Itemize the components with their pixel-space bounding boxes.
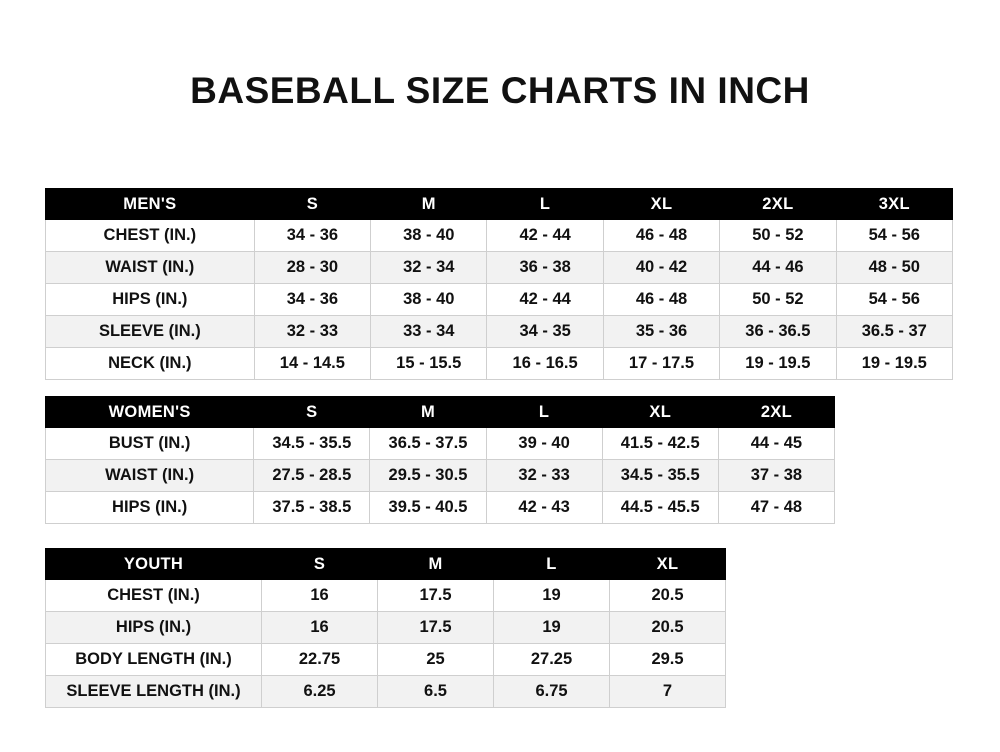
cell-value: 42 - 44 (487, 220, 603, 252)
table-header-row (46, 189, 953, 220)
table-row (46, 460, 835, 492)
cell-value: 46 - 48 (603, 220, 719, 252)
row-label: BODY LENGTH (IN.) (46, 644, 262, 676)
cell-value: 34.5 - 35.5 (254, 428, 370, 460)
header-cell-xl: XL (603, 189, 719, 220)
cell-value: 27.5 - 28.5 (254, 460, 370, 492)
cell-value: 54 - 56 (836, 284, 952, 316)
cell-value: 36.5 - 37.5 (370, 428, 486, 460)
header-cell-s: S (254, 397, 370, 428)
cell-value: 16 - 16.5 (487, 348, 603, 380)
header-cell-s: S (254, 189, 370, 220)
cell-value: 34 - 36 (254, 220, 370, 252)
header-cell-m: M (378, 549, 494, 580)
cell-value: 34.5 - 35.5 (602, 460, 718, 492)
cell-value: 50 - 52 (720, 220, 836, 252)
cell-value: 48 - 50 (836, 252, 952, 284)
table-row (46, 428, 835, 460)
table-row (46, 220, 953, 252)
header-cell-3xl: 3XL (836, 189, 952, 220)
cell-value: 28 - 30 (254, 252, 370, 284)
cell-value: 44 - 45 (718, 428, 834, 460)
cell-value: 7 (610, 676, 726, 708)
cell-value: 32 - 33 (254, 316, 370, 348)
cell-value: 6.75 (494, 676, 610, 708)
row-label: SLEEVE LENGTH (IN.) (46, 676, 262, 708)
header-cell-l: L (486, 397, 602, 428)
cell-value: 36 - 36.5 (720, 316, 836, 348)
cell-value: 33 - 34 (371, 316, 487, 348)
row-label: HIPS (IN.) (46, 284, 255, 316)
header-cell-2xl: 2XL (720, 189, 836, 220)
row-label: HIPS (IN.) (46, 612, 262, 644)
cell-value: 44.5 - 45.5 (602, 492, 718, 524)
mens-size-table (45, 188, 953, 380)
table-row (46, 612, 726, 644)
cell-value: 29.5 - 30.5 (370, 460, 486, 492)
page-title: BASEBALL SIZE CHARTS IN INCH (190, 70, 810, 111)
cell-value: 32 - 34 (371, 252, 487, 284)
header-cell-l: L (494, 549, 610, 580)
table-row (46, 284, 953, 316)
table-header-row (46, 397, 835, 428)
cell-value: 17.5 (378, 580, 494, 612)
header-cell-xl: XL (602, 397, 718, 428)
row-label: CHEST (IN.) (46, 580, 262, 612)
header-cell-xl: XL (610, 549, 726, 580)
row-label: WAIST (IN.) (46, 252, 255, 284)
table-row (46, 644, 726, 676)
cell-value: 32 - 33 (486, 460, 602, 492)
cell-value: 14 - 14.5 (254, 348, 370, 380)
row-label: WAIST (IN.) (46, 460, 254, 492)
cell-value: 38 - 40 (371, 284, 487, 316)
cell-value: 34 - 35 (487, 316, 603, 348)
cell-value: 17 - 17.5 (603, 348, 719, 380)
header-cell-m: M (370, 397, 486, 428)
cell-value: 6.5 (378, 676, 494, 708)
cell-value: 38 - 40 (371, 220, 487, 252)
cell-value: 39.5 - 40.5 (370, 492, 486, 524)
cell-value: 16 (262, 612, 378, 644)
header-cell-category: WOMEN'S (46, 397, 254, 428)
cell-value: 54 - 56 (836, 220, 952, 252)
cell-value: 6.25 (262, 676, 378, 708)
cell-value: 27.25 (494, 644, 610, 676)
table-row (46, 492, 835, 524)
header-cell-m: M (371, 189, 487, 220)
table-row (46, 580, 726, 612)
cell-value: 50 - 52 (720, 284, 836, 316)
cell-value: 29.5 (610, 644, 726, 676)
cell-value: 36 - 38 (487, 252, 603, 284)
cell-value: 42 - 44 (487, 284, 603, 316)
cell-value: 19 (494, 612, 610, 644)
womens-size-table (45, 396, 835, 524)
youth-size-chart (45, 548, 726, 708)
table-row (46, 252, 953, 284)
cell-value: 20.5 (610, 612, 726, 644)
table-header-row (46, 549, 726, 580)
header-cell-l: L (487, 189, 603, 220)
row-label: BUST (IN.) (46, 428, 254, 460)
cell-value: 25 (378, 644, 494, 676)
cell-value: 42 - 43 (486, 492, 602, 524)
table-row (46, 676, 726, 708)
row-label: SLEEVE (IN.) (46, 316, 255, 348)
table-row (46, 316, 953, 348)
cell-value: 37.5 - 38.5 (254, 492, 370, 524)
cell-value: 37 - 38 (718, 460, 834, 492)
header-cell-2xl: 2XL (718, 397, 834, 428)
cell-value: 34 - 36 (254, 284, 370, 316)
table-row (46, 348, 953, 380)
cell-value: 47 - 48 (718, 492, 834, 524)
cell-value: 35 - 36 (603, 316, 719, 348)
header-cell-s: S (262, 549, 378, 580)
cell-value: 22.75 (262, 644, 378, 676)
cell-value: 36.5 - 37 (836, 316, 952, 348)
row-label: HIPS (IN.) (46, 492, 254, 524)
header-cell-category: MEN'S (46, 189, 255, 220)
cell-value: 16 (262, 580, 378, 612)
cell-value: 41.5 - 42.5 (602, 428, 718, 460)
womens-size-chart (45, 396, 835, 524)
header-cell-category: YOUTH (46, 549, 262, 580)
cell-value: 19 - 19.5 (720, 348, 836, 380)
row-label: CHEST (IN.) (46, 220, 255, 252)
cell-value: 17.5 (378, 612, 494, 644)
cell-value: 19 - 19.5 (836, 348, 952, 380)
cell-value: 44 - 46 (720, 252, 836, 284)
row-label: NECK (IN.) (46, 348, 255, 380)
cell-value: 40 - 42 (603, 252, 719, 284)
youth-size-table (45, 548, 726, 708)
cell-value: 46 - 48 (603, 284, 719, 316)
cell-value: 15 - 15.5 (371, 348, 487, 380)
cell-value: 39 - 40 (486, 428, 602, 460)
cell-value: 20.5 (610, 580, 726, 612)
mens-size-chart (45, 188, 953, 380)
cell-value: 19 (494, 580, 610, 612)
